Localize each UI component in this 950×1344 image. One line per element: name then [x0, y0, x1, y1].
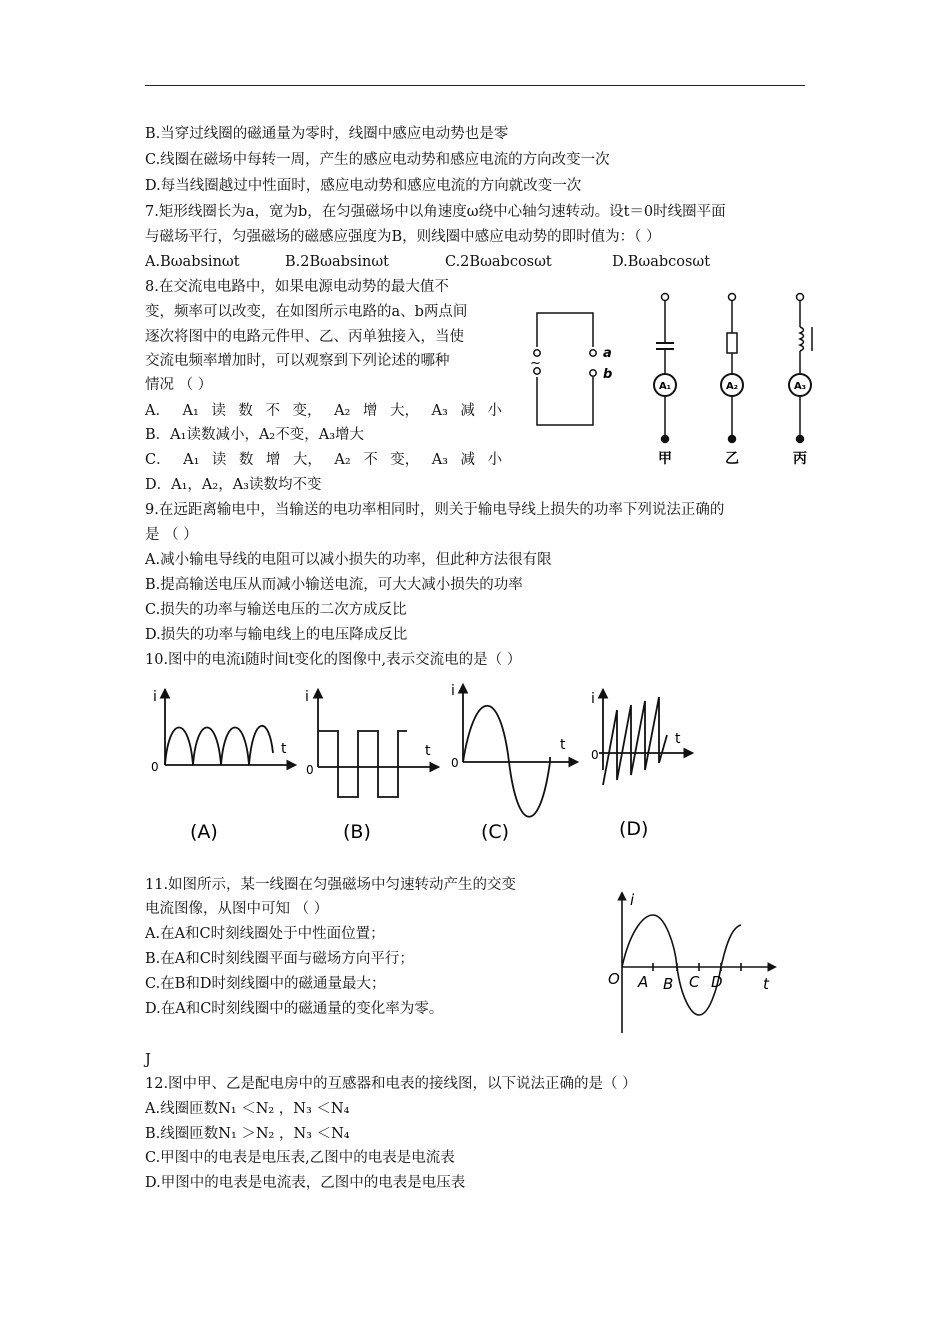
q7-stem-line-2: 与磁场平行，匀强磁场的磁感应强度为B，则线圈中感应电动势的即时值为：（ ）: [145, 229, 661, 245]
graph-b-x-label: t: [425, 743, 431, 759]
terminal-a-dot: [590, 350, 596, 356]
q8-opt-a-part: 变，: [292, 403, 322, 419]
header-rule: [145, 85, 805, 86]
resistor: [727, 333, 737, 353]
element-jia-label: 甲: [658, 451, 672, 467]
graph-d-caption: (D): [619, 818, 649, 840]
q8-opt-c-part: 增: [265, 452, 281, 468]
q8-opt-c-part: A₃: [431, 452, 448, 468]
q8-opt-a-part: 读: [211, 403, 226, 419]
q8-opt-c-part: A₁: [183, 452, 200, 468]
q11-origin-label: O: [608, 970, 620, 988]
circuit-wire-bottom: [537, 377, 593, 425]
stray-letter: J: [145, 1052, 151, 1068]
q12-option-d: D.甲图中的电表是电流表，乙图中的电表是电压表: [145, 1175, 466, 1191]
ammeter-2-label: A₂: [725, 381, 739, 392]
q10-stem: 10.图中的电流i随时间t变化的图像中,表示交流电的是（ ）: [145, 652, 522, 668]
q9-option-b: B.提高输送电压从而减小输送电流，可大大减小损失的功率: [145, 577, 523, 593]
q11-option-a: A.在A和C时刻线圈处于中性面位置；: [145, 926, 385, 942]
q8-stem-line-1: 8.在交流电电路中，如果电源电动势的最大值不: [145, 279, 449, 295]
q11-option-b: B.在A和C时刻线圈平面与磁场方向平行；: [145, 951, 414, 967]
element-bing-label: 丙: [793, 451, 807, 467]
q10-graphs-figure: [145, 675, 705, 850]
q8-opt-c-part: A₂: [334, 452, 351, 468]
q12-option-b: B.线圈匝数N₁ ＞N₂ ，N₃ ＜N₄: [145, 1126, 350, 1142]
q8-opt-a-part: 增: [362, 403, 378, 419]
yi-bottom-terminal: [729, 436, 736, 443]
q11-curve: [622, 915, 741, 1015]
graph-d-curve: [603, 697, 667, 785]
q12-option-c: C.甲图中的电表是电压表,乙图中的电表是电流表: [145, 1150, 455, 1166]
graph-c-y-label: i: [451, 683, 455, 699]
q11-tick-b-label: B: [663, 975, 674, 993]
q8-opt-c-part: 数: [238, 452, 254, 468]
q11-tick-c-label: C: [689, 973, 700, 991]
graph-d-y-label: i: [591, 691, 595, 707]
q8-opt-a-part: A₃: [431, 403, 448, 419]
q8-opt-a-part: 数: [238, 403, 253, 419]
q8-option-d: D．A₁，A₂，A₃读数均不变: [145, 477, 322, 493]
q8-option-b: B．A₁读数减小，A₂不变，A₃增大: [145, 427, 365, 443]
q7-option-a: A.Bωabsinωt: [145, 254, 240, 270]
q7-options: [145, 252, 710, 272]
q9-stem-line-2: 是 （ ）: [145, 527, 198, 543]
q7-stem-line-1: 7.矩形线圈长为a，宽为b，在匀强磁场中以角速度ω绕中心轴匀速转动。设t＝0时线圈平面: [145, 204, 726, 220]
q8-opt-c-part: 大，: [292, 452, 322, 468]
yi-top-terminal: [729, 294, 736, 301]
q6-option-b: B.当穿过线圈的磁通量为零时，线圈中感应电动势也是零: [145, 126, 509, 142]
q8-opt-c-part: 不: [363, 452, 378, 468]
graph-b-curve: [318, 731, 407, 797]
graph-b-origin: 0: [306, 763, 314, 777]
q11-tick-d-label: D: [711, 973, 723, 991]
q9-option-c: C.损失的功率与输送电压的二次方成反比: [145, 602, 407, 618]
graph-a-origin: 0: [151, 760, 159, 774]
q11-current-graph: [605, 885, 780, 1035]
graph-b-caption: (B): [343, 821, 371, 843]
circuit-wire-top: [537, 313, 593, 347]
graph-a-caption: (A): [190, 821, 218, 843]
q8-opt-a-part: A₂: [334, 403, 351, 419]
q8-opt-c-part: 读: [211, 452, 227, 468]
q8-opt-a-part: 大，: [389, 403, 419, 419]
q8-opt-a-part: 小: [487, 403, 502, 419]
ammeter-1-label: A₁: [658, 381, 672, 392]
q7-option-d: D.Bωabcosωt: [612, 254, 711, 270]
q8-stem-line-2: 变，频率可以改变，在如图所示电路的a、b两点间: [145, 304, 468, 320]
q6-option-c: C.线圈在磁场中每转一周，产生的感应电动势和感应电流的方向改变一次: [145, 152, 610, 168]
bing-top-terminal: [797, 294, 804, 301]
q8-opt-a-part: 不: [265, 403, 280, 419]
graph-c-origin: 0: [451, 756, 459, 770]
q7-option-b: B.2Bωabsinωt: [285, 254, 389, 270]
q11-option-d: D.在A和C时刻线圈中的磁通量的变化率为零。: [145, 1001, 444, 1017]
terminal-b-label: b: [603, 367, 613, 382]
graph-a-x-label: t: [281, 741, 287, 757]
q11-y-label: i: [630, 891, 635, 909]
q12-stem: 12.图中甲、乙是配电房中的互感器和电表的接线图，以下说法正确的是（ ）: [145, 1076, 637, 1092]
source-symbol: ~: [530, 356, 541, 371]
terminal-a-label: a: [603, 346, 612, 361]
q8-stem-line-5: 情况 （ ）: [145, 377, 213, 393]
graph-c-caption: (C): [481, 821, 510, 843]
q8-opt-c-part: C．: [145, 452, 171, 468]
q8-stem-line-4: 交流电频率增加时，可以观察到下列论述的哪种: [145, 353, 450, 369]
q8-option-a: [145, 401, 502, 421]
q9-stem-line-1: 9.在远距离输电中，当输送的电功率相同时，则关于输电导线上损失的功率下列说法正确的: [145, 502, 725, 518]
q8-stem-line-3: 逐次将图中的电路元件甲、乙、丙单独接入，当使: [145, 329, 464, 345]
ammeter-3-label: A₃: [793, 381, 807, 392]
q8-opt-a-part: 减: [460, 403, 475, 419]
q7-option-c: C.2Bωabcosωt: [445, 254, 552, 270]
jia-bottom-terminal: [662, 436, 669, 443]
q11-option-c: C.在B和D时刻线圈中的磁通量最大；: [145, 976, 386, 992]
q8-opt-a-part: A₁: [182, 403, 199, 419]
q12-option-a: A.线圈匝数N₁ ＜N₂ ，N₃ ＜N₄: [145, 1101, 350, 1117]
q11-x-label: t: [763, 975, 769, 993]
q11-stem-line-1: 11.如图所示，某一线圈在匀强磁场中匀速转动产生的交变: [145, 877, 517, 893]
q8-opt-c-part: 变，: [390, 452, 420, 468]
q8-opt-c-part: 减: [460, 452, 475, 468]
q6-option-d: D.每当线圈越过中性面时，感应电动势和感应电流的方向就改变一次: [145, 178, 582, 194]
q11-tick-a-label: A: [638, 973, 649, 991]
terminal-b-dot: [590, 370, 596, 376]
q9-option-a: A.减小输电导线的电阻可以减小损失的功率，但此种方法很有限: [145, 552, 552, 568]
jia-top-terminal: [662, 294, 669, 301]
graph-d-origin: 0: [591, 748, 599, 762]
q8-circuit-figure: [525, 285, 815, 470]
graph-d-x-label: t: [675, 731, 681, 747]
q8-opt-a-part: A．: [145, 403, 170, 419]
graph-a-curve: [165, 726, 273, 765]
q9-option-d: D.损失的功率与输电线上的电压降成反比: [145, 627, 408, 643]
q8-opt-c-part: 小: [487, 452, 502, 468]
q8-option-c: [145, 450, 502, 470]
graph-a-y-label: i: [153, 689, 157, 705]
bing-bottom-terminal: [797, 436, 804, 443]
inductor-coil: [800, 327, 804, 351]
q11-stem-line-2: 电流图像，从图中可知 （ ）: [145, 901, 329, 917]
graph-b-y-label: i: [305, 689, 309, 705]
element-yi-label: 乙: [725, 451, 739, 467]
graph-c-x-label: t: [560, 737, 566, 753]
